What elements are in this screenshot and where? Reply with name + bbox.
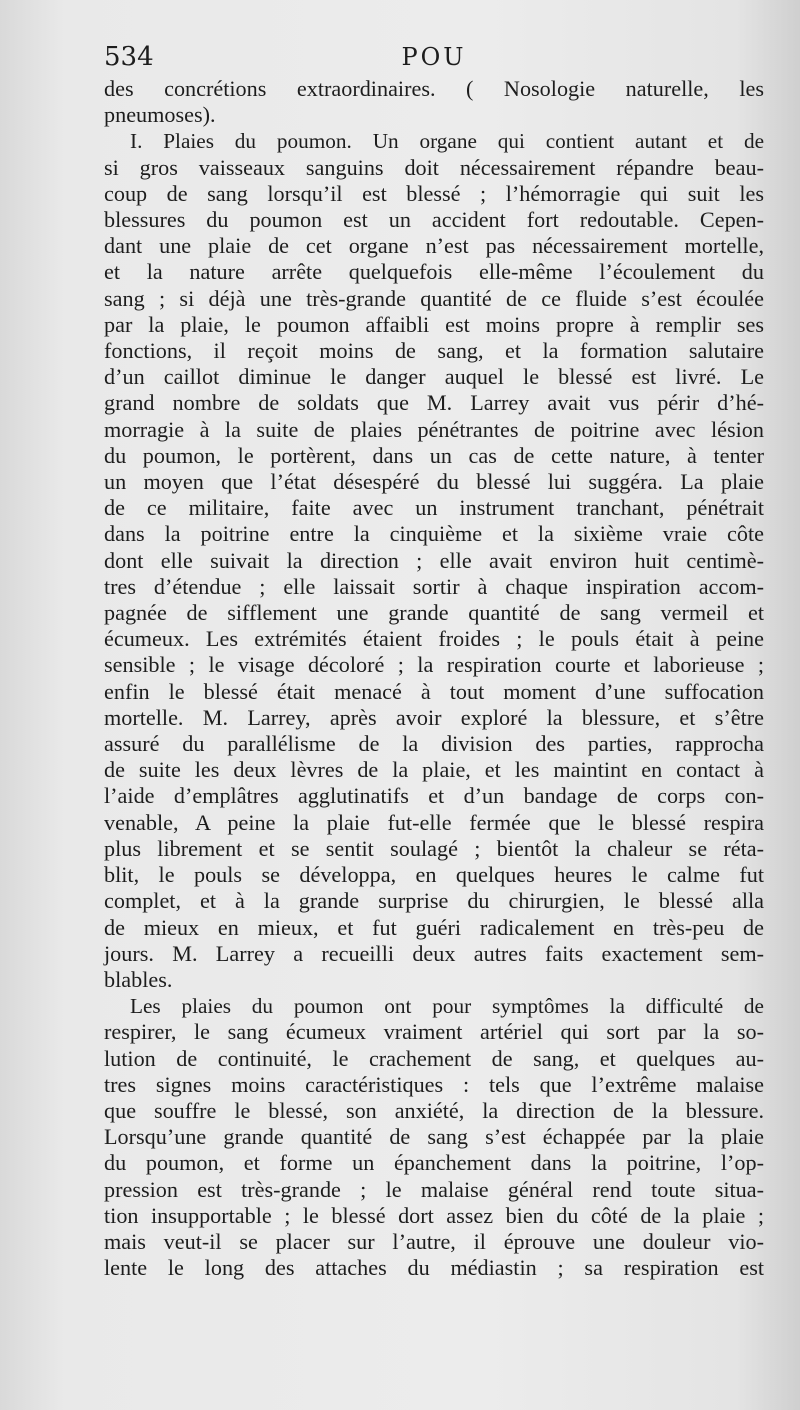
- text-line: jours. M. Larrey a recueilli deux autres faits exactement sem-: [104, 940, 764, 966]
- text-line: des concrétions extraordinaires. ( Nosologie naturelle, les: [104, 76, 764, 101]
- text-line: plus librement et se sentit soulagé ; bientôt la chaleur se réta-: [104, 835, 764, 861]
- text-line: l’aide d’emplâtres agglutinatifs et d’un bandage de corps con-: [104, 783, 764, 809]
- page-header: [104, 40, 764, 74]
- text-line: écumeux. Les extrémités étaient froides ; le pouls était à peine: [104, 626, 764, 652]
- text-line: si gros vaisseaux sanguins doit nécessairement répandre beau-: [104, 154, 764, 180]
- text-line: mais veut-il se placer sur l’autre, il éprouve une douleur vio-: [104, 1228, 764, 1254]
- text-line: blables.: [104, 966, 173, 992]
- text-line: pagnée de sifflement une grande quantité de sang vermeil et: [104, 600, 764, 626]
- text-line: sang ; si déjà une très-grande quantité de ce fluide s’est écoulée: [104, 285, 764, 311]
- text-line: tion insupportable ; le blessé dort assez bien du côté de la plaie ;: [104, 1202, 764, 1228]
- page-number: 534: [104, 42, 154, 72]
- text-line: que souffre le blessé, son anxiété, la direction de la blessure.: [104, 1097, 764, 1123]
- text-line: fonctions, il reçoit moins de sang, et la formation salutaire: [104, 338, 764, 364]
- text-line: dant une plaie de cet organe n’est pas nécessairement mortelle,: [104, 233, 764, 259]
- text-line: lution de continuité, le crachement de sang, et quelques au-: [104, 1045, 764, 1071]
- text-line: de ce militaire, faite avec un instrument tranchant, pénétrait: [104, 495, 764, 521]
- text-line: complet, et à la grande surprise du chirurgien, le blessé alla: [104, 888, 764, 914]
- text-line: coup de sang lorsqu’il est blessé ; l’hémorragie qui suit les: [104, 180, 764, 206]
- text-line: sensible ; le visage décoloré ; la respiration courte et laborieuse ;: [104, 652, 764, 678]
- text-line: blit, le pouls se développa, en quelques heures le calme fut: [104, 862, 764, 888]
- text-line: mortelle. M. Larrey, après avoir exploré la blessure, et s’être: [104, 704, 764, 730]
- text-line: dont elle suivait la direction ; elle avait environ huit centimè-: [104, 547, 764, 573]
- text-line: grand nombre de soldats que M. Larrey avait vus périr d’hé-: [104, 390, 764, 416]
- running-head: POU: [401, 43, 467, 71]
- text-line: Les plaies du poumon ont pour symptômes la difficulté de: [130, 994, 764, 1019]
- text-line: I. Plaies du poumon. Un organe qui contient autant et de: [130, 129, 764, 154]
- text-line: respirer, le sang écumeux vraiment artériel qui sort par la so-: [104, 1019, 764, 1045]
- body-text: [104, 76, 764, 1281]
- text-line: et la nature arrête quelquefois elle-même l’écoulement du: [104, 259, 764, 285]
- text-line: lente le long des attaches du médiastin ; sa respiration est: [104, 1255, 764, 1281]
- text-line: de suite les deux lèvres de la plaie, et les maintint en contact à: [104, 757, 764, 783]
- text-line: un moyen que l’état désespéré du blessé lui suggéra. La plaie: [104, 469, 764, 495]
- text-line: blessures du poumon est un accident fort redoutable. Cepen-: [104, 207, 764, 233]
- text-line: dans la poitrine entre la cinquième et la sixième vraie côte: [104, 521, 764, 547]
- text-line: venable, A peine la plaie fut-elle fermée que le blessé respira: [104, 809, 764, 835]
- text-line: tres d’étendue ; elle laissait sortir à chaque inspiration accom-: [104, 573, 764, 599]
- text-line: du poumon, et forme un épanchement dans la poitrine, l’op-: [104, 1150, 764, 1176]
- text-line: Lorsqu’une grande quantité de sang s’est échappée par la plaie: [104, 1124, 764, 1150]
- text-line: d’un caillot diminue le danger auquel le blessé est livré. Le: [104, 364, 764, 390]
- text-line: morragie à la suite de plaies pénétrantes de poitrine avec lésion: [104, 416, 764, 442]
- text-line: assuré du parallélisme de la division des parties, rapprocha: [104, 731, 764, 757]
- text-line: pneumoses).: [104, 102, 216, 128]
- text-line: par la plaie, le poumon affaibli est moins propre à remplir ses: [104, 311, 764, 337]
- text-line: tres signes moins caractéristiques : tels que l’extrême malaise: [104, 1071, 764, 1097]
- text-line: pression est très-grande ; le malaise général rend toute situa-: [104, 1176, 764, 1202]
- text-line: enfin le blessé était menacé à tout moment d’une suffocation: [104, 678, 764, 704]
- text-line: de mieux en mieux, et fut guéri radicalement en très-peu de: [104, 914, 764, 940]
- text-line: du poumon, le portèrent, dans un cas de cette nature, à tenter: [104, 442, 764, 468]
